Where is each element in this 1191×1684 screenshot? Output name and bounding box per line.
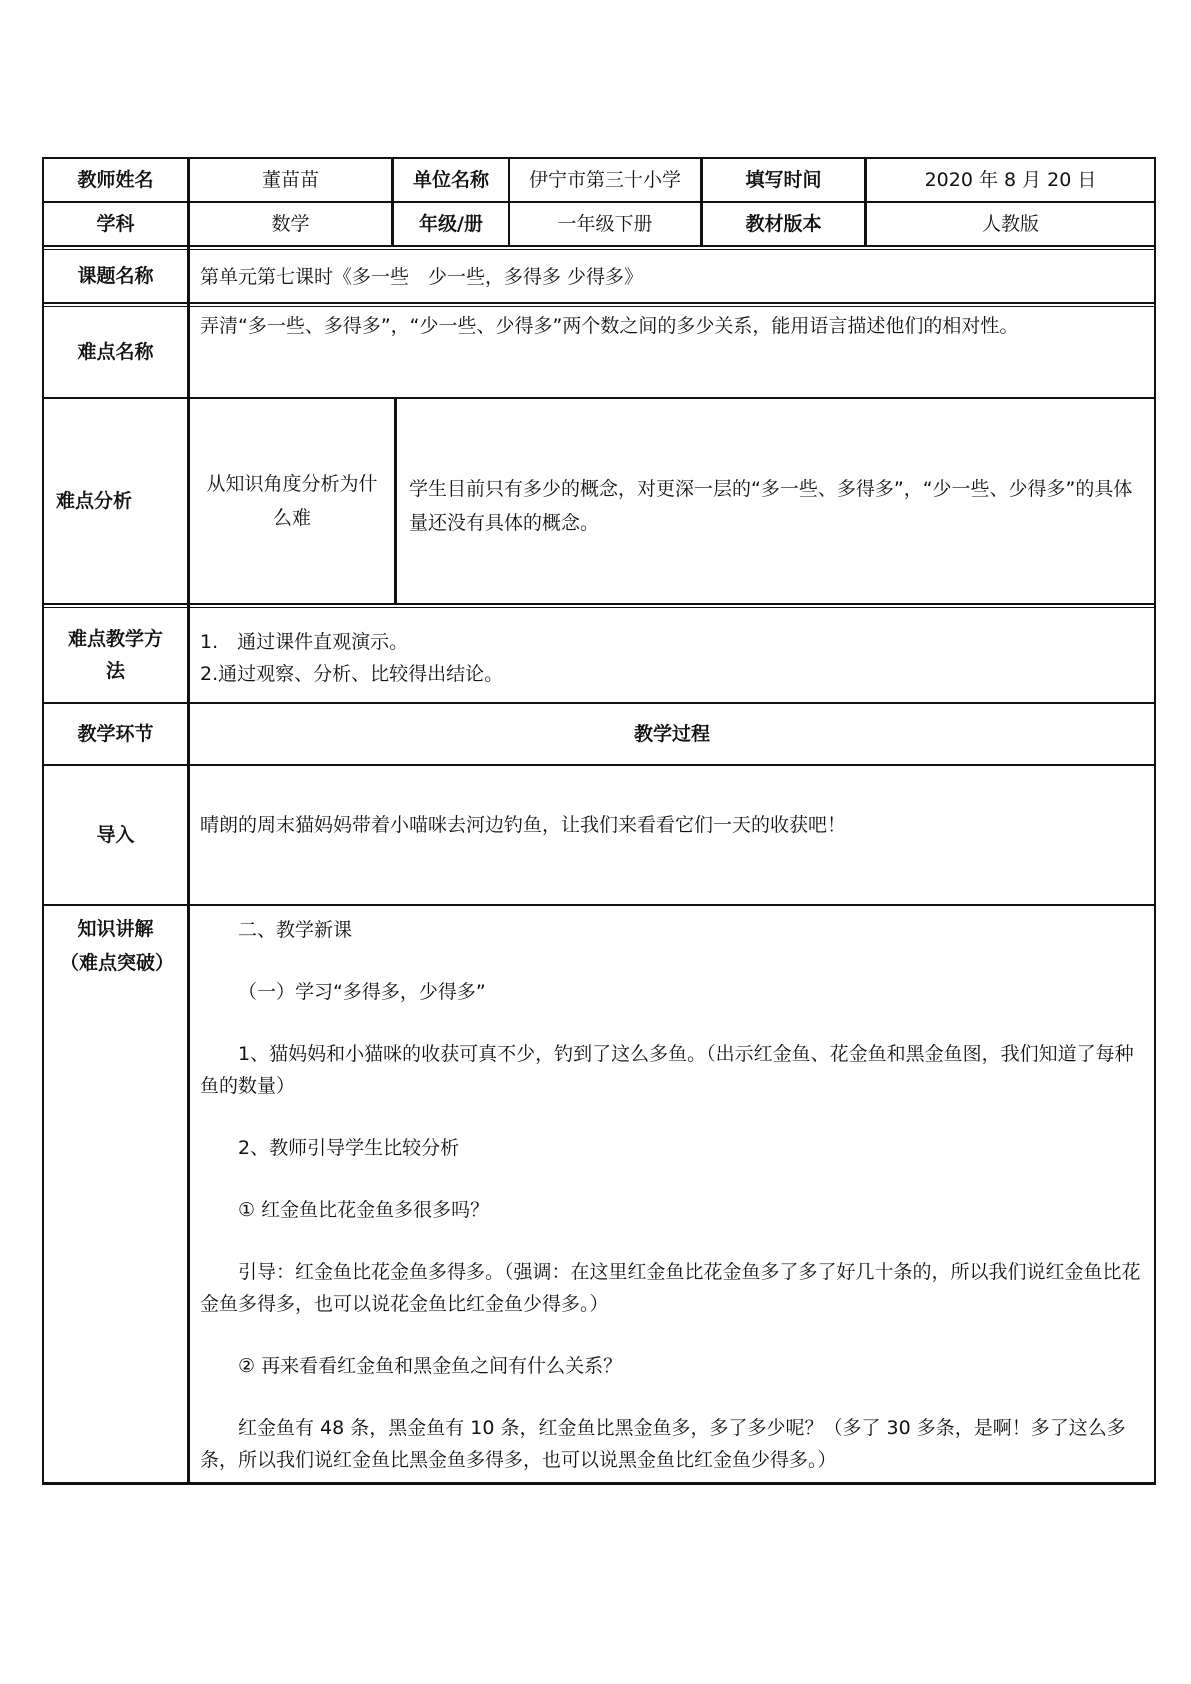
unit-name-label: 单位名称 [394,159,508,203]
knowledge-para-4: 2、教师引导学生比较分析 [238,1137,460,1159]
knowledge-para-8: 红金鱼有 48 条，黑金鱼有 10 条，红金鱼比黑金鱼多，多了多少呢？（多了 30 多条，是啊！多了这么多条，所以我们说红金鱼比黑金鱼多得多，也可以说黑金鱼比红金鱼少得多。） [200,1417,1126,1471]
grade-label: 年级/册 [394,203,508,247]
difficulty-value: 弄清“多一些、多得多”，“少一些、少得多”两个数之间的多少关系，能用语言描述他们的相对性。 [190,307,1154,399]
analysis-label: 难点分析 [44,399,187,605]
intro-label: 导入 [44,766,187,906]
unit-name-value: 伊宁市第三十小学 [510,159,700,203]
intro-value: 晴朗的周末猫妈妈带着小喵咪去河边钓鱼，让我们来看看它们一天的收获吧！ [190,766,1154,906]
edition-label: 教材版本 [703,203,864,247]
teacher-name-label: 教师姓名 [44,159,187,203]
teaching-step-header: 教学环节 [44,704,187,766]
topic-label: 课题名称 [44,250,187,304]
edition-value: 人教版 [867,203,1154,247]
knowledge-para-3: 1、猫妈妈和小猫咪的收获可真不少，钓到了这么多鱼。（出示红金鱼、花金鱼和黑金鱼图，我们知道了每种鱼的数量） [200,1043,1134,1097]
table-right-border [1154,157,1156,1484]
subject-value: 数学 [190,203,391,247]
method-line-2: 2.通过观察、分析、比较得出结论。 [200,663,504,685]
difficulty-label: 难点名称 [44,307,187,399]
grade-value: 一年级下册 [510,203,700,247]
teacher-name-value: 董苗苗 [190,159,391,203]
fill-date-label: 填写时间 [703,159,864,203]
knowledge-para-5: ① 红金鱼比花金鱼多很多吗？ [238,1199,490,1221]
subject-label: 学科 [44,203,187,247]
fill-date-value: 2020 年 8 月 20 日 [867,159,1154,203]
knowledge-content [190,906,1154,1482]
topic-value: 第单元第七课时《多一些 少一些，多得多 少得多》 [190,250,1154,304]
knowledge-para-2: （一）学习“多得多，少得多” [238,981,486,1003]
knowledge-para-7: ② 再来看看红金鱼和黑金鱼之间有什么关系？ [238,1355,623,1377]
method-label: 难点教学方法 [44,608,187,704]
table-bottom-border [42,1482,1156,1485]
teaching-process-header: 教学过程 [190,704,1154,766]
analysis-sub-label: 从知识角度分析为什么难 [190,399,394,605]
method-content [190,608,1154,704]
knowledge-para-6: 引导：红金鱼比花金鱼多得多。（强调：在这里红金鱼比花金鱼多了多了好几十条的，所以我们说红金鱼比花金鱼多得多，也可以说花金鱼比红金鱼少得多。） [200,1261,1141,1315]
knowledge-label: 知识讲解（难点突破） [60,918,175,974]
method-line-1: 1. 通过课件直观演示。 [200,631,409,653]
knowledge-para-1: 二、教学新课 [238,919,353,941]
analysis-value: 学生目前只有多少的概念，对更深一层的“多一些、多得多”，“少一些、少得多”的具体量还没有具体的概念。 [397,399,1154,605]
